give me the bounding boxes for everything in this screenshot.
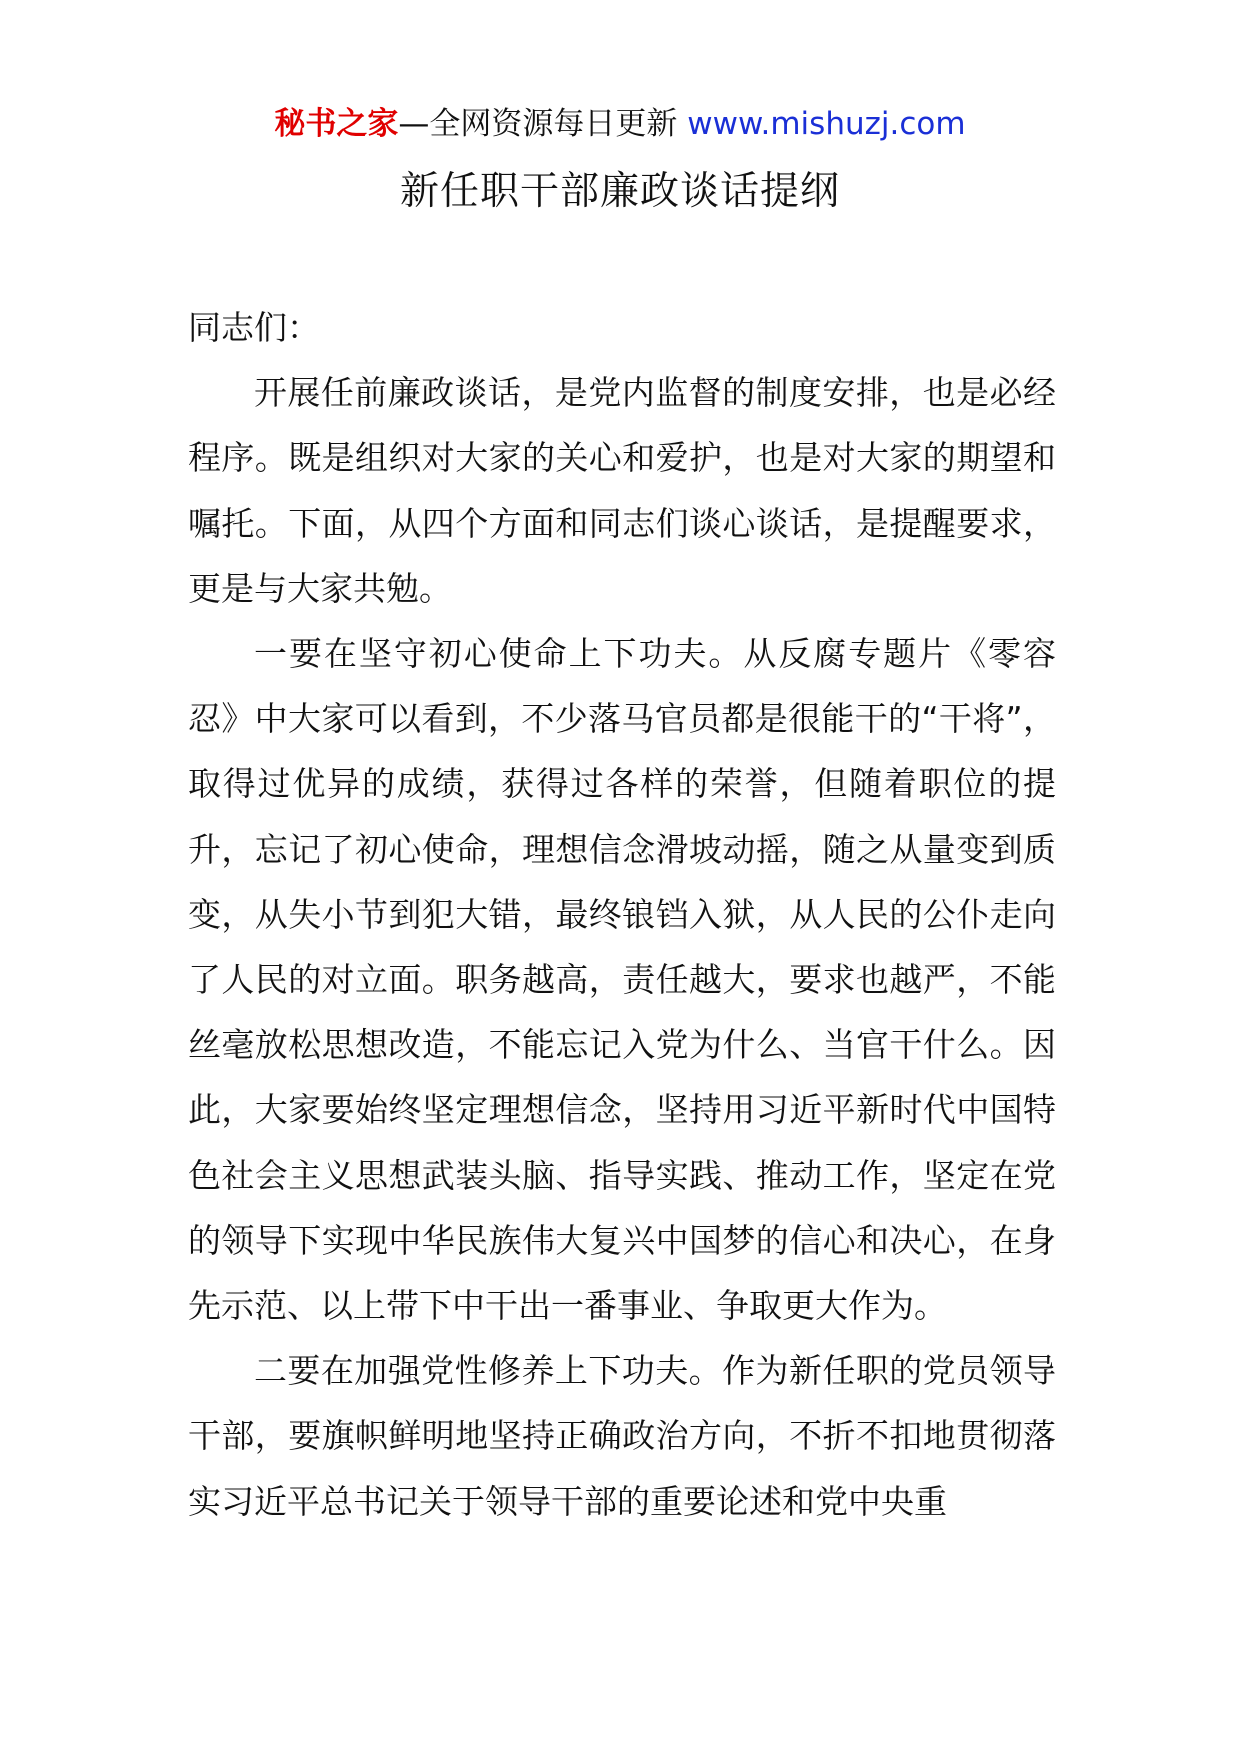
- header-tagline: —全网资源每日更新: [398, 106, 688, 142]
- paragraph-second-requirement: 二要在加强党性修养上下功夫。作为新任职的党员领导干部，要旗帜鲜明地坚持正确政治方向，不折不扣地贯彻落实习近平总书记关于领导干部的重要论述和党中央重: [188, 1351, 1056, 1521]
- site-url-link[interactable]: www.mishuzj.com: [687, 106, 966, 142]
- brand-name: 秘书之家: [274, 106, 399, 142]
- salutation: 同志们：: [188, 308, 320, 347]
- document-body: [188, 295, 1056, 1534]
- document-title: 新任职干部廉政谈话提纲: [399, 169, 840, 214]
- paragraph-intro: 开展任前廉政谈话，是党内监督的制度安排，也是必经程序。既是组织对大家的关心和爱护，也是对大家的期望和嘱托。下面，从四个方面和同志们谈心谈话，是提醒要求，更是与大家共勉。: [188, 373, 1056, 608]
- paragraph-first-requirement: 一要在坚守初心使命上下功夫。从反腐专题片《零容忍》中大家可以看到，不少落马官员都是很能干的“干将”，取得过优异的成绩，获得过各样的荣誉，但随着职位的提升，忘记了初心使命，理想信念滑坡动摇，随之从量变到质变，从失小节到犯大错，最终锒铛入狱，从人民的公仆走向了人民的对立面。职务越高，责任越大，要求也越严，不能丝毫放松思想改造，不能忘记入党为什么、当官干什么。因此，大家要始终坚定理想信念，坚持用习近平新时代中国特色社会主义思想武装头脑、指导实践、推动工作，坚定在党的领导下实现中华民族伟大复兴中国梦的信心和决心，在身先示范、以上带下中干出一番事业、争取更大作为。: [188, 634, 1056, 1326]
- site-header: [0, 104, 1240, 144]
